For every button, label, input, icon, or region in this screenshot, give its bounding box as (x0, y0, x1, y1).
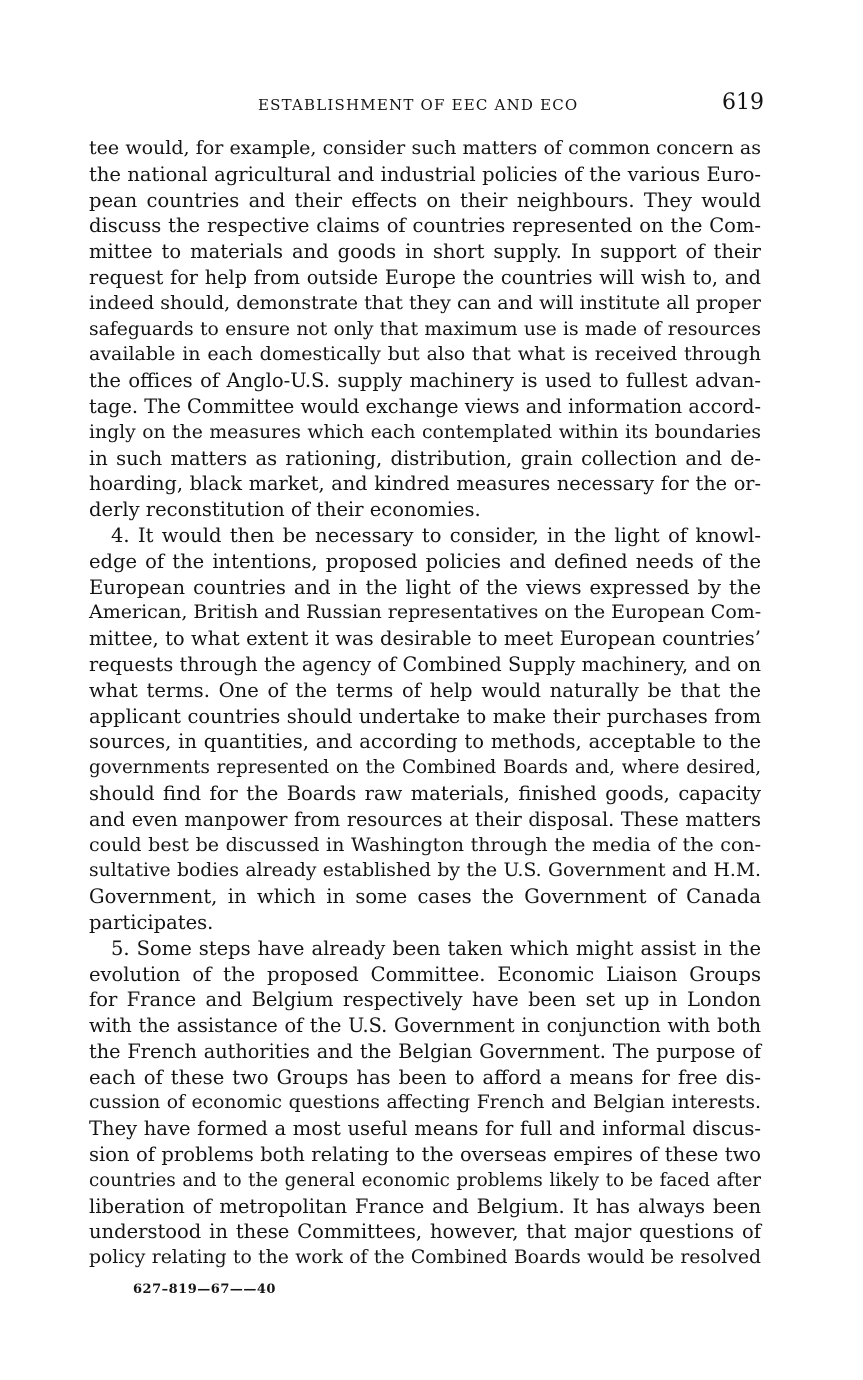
text-line: should find for the Boards raw materials, finished goods, capacity (89, 781, 761, 805)
text-line: cussion of economic questions affecting French and Belgian interests. (89, 1092, 761, 1114)
text-line: mittee, to what extent it was desirable to meet European countries’ (89, 627, 761, 651)
text-line: available in each domestically but also that what is received through (89, 343, 761, 366)
text-line: understood in these Committees, however, that major questions of (89, 1220, 761, 1244)
text-line: Government, in which in some cases the Government of Canada (89, 885, 761, 909)
text-line: applicant countries should undertake to make their purchases from (89, 704, 761, 728)
text-line: could best be discussed in Washington through the media of the con- (89, 833, 761, 856)
text-line: ingly on the measures which each contemplated within its boundaries (89, 421, 761, 443)
text-line: tage. The Committee would exchange views and information accord- (89, 394, 761, 418)
text-line: each of these two Groups has been to afford a means for free dis- (89, 1065, 761, 1089)
text-line: liberation of metropolitan France and Belgium. It has always been (89, 1194, 761, 1218)
text-line: mittee to materials and goods in short supply. In support of their (89, 240, 761, 264)
text-line: and even manpower from resources at their disposal. These matters (89, 807, 761, 831)
text-line: pean countries and their effects on their neighbours. They would (89, 188, 761, 212)
text-line: 5. Some steps have already been taken which might assist in the (111, 936, 761, 960)
text-line: hoarding, black market, and kindred measures necessary for the or- (89, 472, 761, 496)
text-line: European countries and in the light of the views expressed by the (89, 575, 761, 599)
text-line: policy relating to the work of the Combined Boards would be resolved (89, 1247, 761, 1269)
text-line: the French authorities and the Belgian Government. The purpose of (89, 1039, 761, 1063)
text-line: for France and Belgium respectively have been set up in London (89, 988, 761, 1012)
text-line: discuss the respective claims of countries represented on the Com- (89, 214, 761, 238)
text-line: what terms. One of the terms of help would naturally be that the (89, 678, 761, 702)
printer-code: 627–819—67——40 (133, 1282, 276, 1297)
text-line: American, British and Russian representatives on the European Com- (89, 601, 762, 624)
text-line: sultative bodies already established by the U.S. Government and H.M. (89, 860, 761, 882)
text-line: edge of the intentions, proposed policies and defined needs of the (89, 549, 761, 573)
text-line: 4. It would then be necessary to consider, in the light of knowl- (111, 523, 761, 547)
text-line: evolution of the proposed Committee. Economic Liaison Groups (89, 962, 761, 986)
text-line: indeed should, demonstrate that they can and will institute all proper (89, 291, 761, 314)
text-line: sion of problems both relating to the overseas empires of these two (89, 1143, 761, 1167)
text-line: tee would, for example, consider such matters of common concern as (89, 137, 761, 159)
text-line: safeguards to ensure not only that maximum use is made of resources (89, 318, 761, 340)
text-line: governments represented on the Combined Boards and, where desired, (89, 757, 761, 779)
text-line: participates. (89, 910, 214, 934)
text-line: the national agricultural and industrial policies of the various Euro- (89, 162, 761, 186)
text-line: the offices of Anglo-U.S. supply machinery is used to fullest advan- (89, 369, 761, 393)
text-line: in such matters as rationing, distribution, grain collection and de- (89, 446, 761, 470)
text-line: requests through the agency of Combined Supply machinery, and on (89, 652, 761, 676)
text-line: countries and to the general economic problems likely to be faced after (89, 1169, 761, 1191)
text-line: They have formed a most useful means for full and informal discus- (89, 1117, 761, 1141)
page-number: 619 (722, 90, 764, 115)
text-line: request for help from outside Europe the countries will wish to, and (89, 265, 761, 289)
text-line: with the assistance of the U.S. Government in conjunction with both (89, 1014, 761, 1038)
body-text (89, 136, 761, 1271)
text-line: derly reconstitution of their economies. (89, 498, 481, 522)
running-header-title: ESTABLISHMENT OF EEC AND ECO (258, 96, 579, 114)
text-line: sources, in quantities, and according to methods, acceptable to the (89, 730, 761, 754)
